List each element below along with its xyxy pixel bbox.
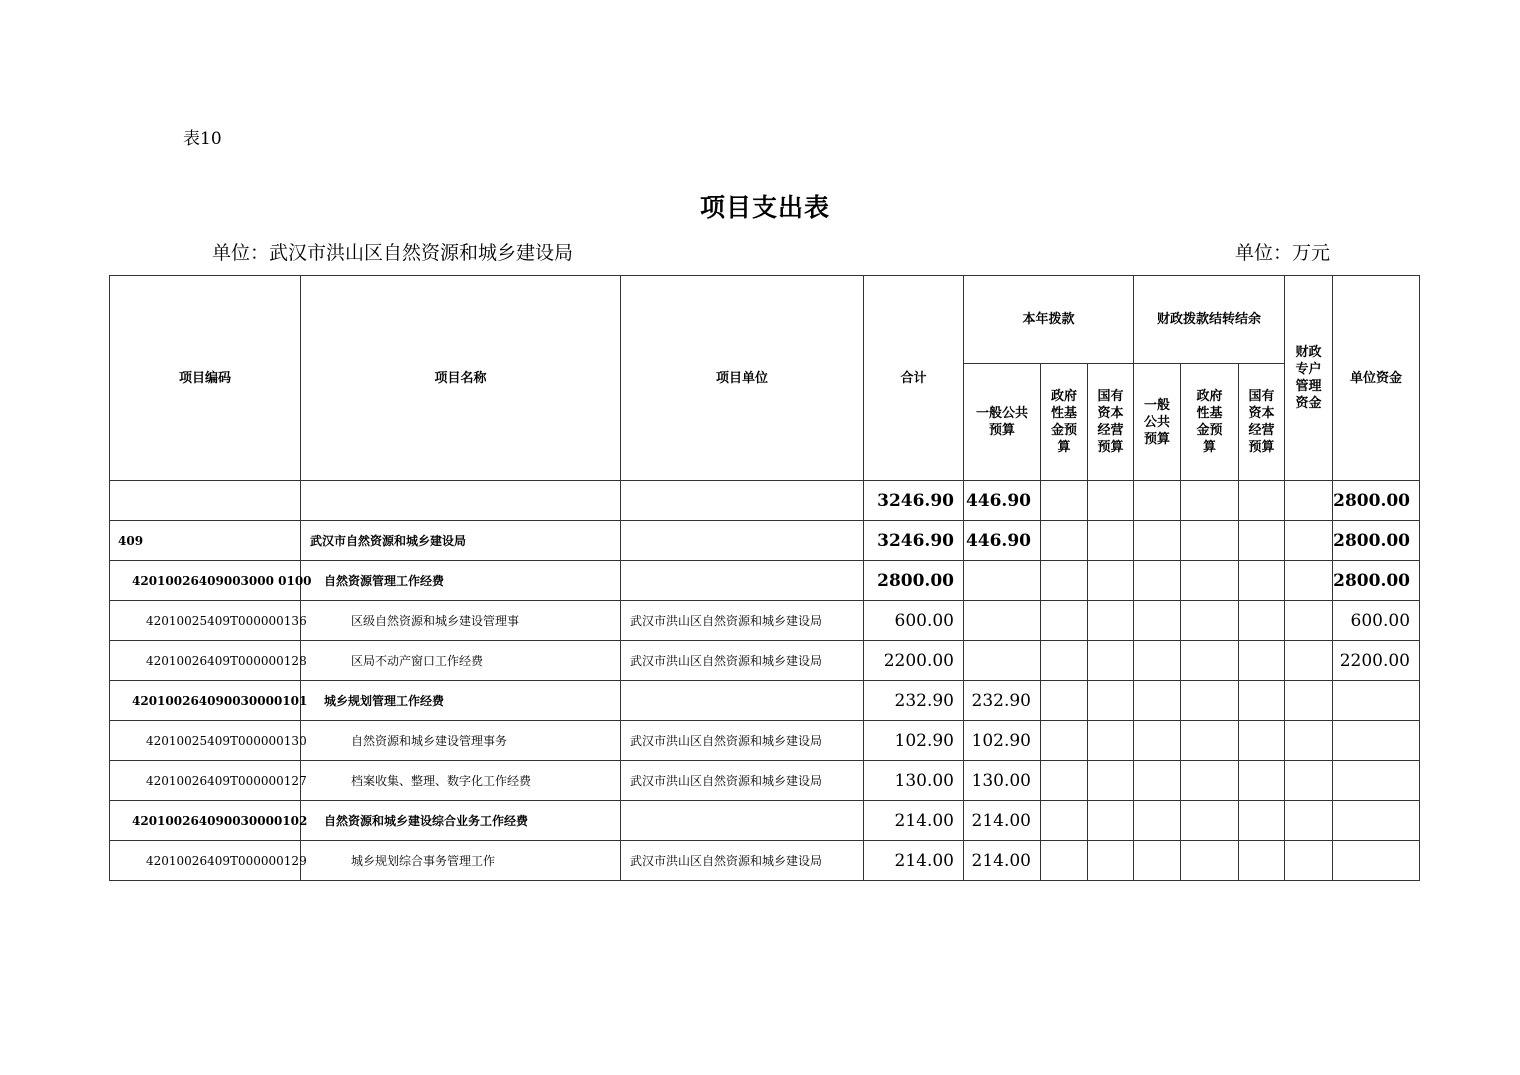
header-total: 合计 <box>864 276 964 481</box>
empty-cell <box>1041 721 1088 761</box>
project-name-cell: 城乡规划管理工作经费 <box>301 681 621 721</box>
project-unit-cell <box>621 801 864 841</box>
unit-funds-cell: 600.00 <box>1333 601 1420 641</box>
empty-cell <box>1088 641 1134 681</box>
header-unit: 项目单位 <box>621 276 864 481</box>
header-gov-fund: 政府性基金预算 <box>1041 364 1088 481</box>
unit-funds-cell <box>1333 801 1420 841</box>
empty-cell <box>1239 721 1285 761</box>
unit-funds-cell: 2800.00 <box>1333 521 1420 561</box>
header-carryover-gov-fund: 政府性基金预算 <box>1181 364 1239 481</box>
unit-funds-cell <box>1333 721 1420 761</box>
table-row <box>110 721 1420 761</box>
project-code-cell: 409 <box>110 521 301 561</box>
empty-cell <box>1134 481 1181 521</box>
page-title: 项目支出表 <box>699 193 830 222</box>
empty-cell <box>1285 721 1333 761</box>
project-code-cell <box>110 481 301 521</box>
project-name-cell: 区级自然资源和城乡建设管理事 <box>301 601 621 641</box>
project-name-cell: 城乡规划综合事务管理工作 <box>301 841 621 881</box>
total-cell: 214.00 <box>864 801 964 841</box>
empty-cell <box>1181 801 1239 841</box>
project-name-cell: 自然资源管理工作经费 <box>301 561 621 601</box>
header-state-capital: 国有资本经营预算 <box>1088 364 1134 481</box>
unit-funds-cell <box>1333 681 1420 721</box>
empty-cell <box>1134 561 1181 601</box>
project-code-cell: 420100264090030000102 <box>110 801 301 841</box>
empty-cell <box>1041 801 1088 841</box>
empty-cell <box>1041 681 1088 721</box>
total-cell: 3246.90 <box>864 521 964 561</box>
project-code-cell: 420100264090030000101 <box>110 681 301 721</box>
project-unit-cell: 武汉市洪山区自然资源和城乡建设局 <box>621 721 864 761</box>
empty-cell <box>1285 481 1333 521</box>
general-budget-cell <box>964 601 1041 641</box>
empty-cell <box>1088 761 1134 801</box>
empty-cell <box>1239 601 1285 641</box>
project-code-cell: 42010026409T000000128 <box>110 641 301 681</box>
empty-cell <box>1041 761 1088 801</box>
table-row <box>110 601 1420 641</box>
empty-cell <box>1088 601 1134 641</box>
unit-currency: 单位：万元 <box>1235 242 1331 264</box>
empty-cell <box>1134 601 1181 641</box>
project-unit-cell <box>621 481 864 521</box>
empty-cell <box>1134 841 1181 881</box>
project-unit-cell <box>621 681 864 721</box>
empty-cell <box>1181 721 1239 761</box>
unit-funds-cell <box>1333 761 1420 801</box>
total-cell: 232.90 <box>864 681 964 721</box>
empty-cell <box>1181 681 1239 721</box>
project-code-cell: 42010026409T000000129 <box>110 841 301 881</box>
empty-cell <box>1285 561 1333 601</box>
project-name-cell <box>301 481 621 521</box>
project-name-cell: 档案收集、整理、数字化工作经费 <box>301 761 621 801</box>
total-cell: 102.90 <box>864 721 964 761</box>
empty-cell <box>1134 681 1181 721</box>
general-budget-cell: 214.00 <box>964 841 1041 881</box>
header-unit-funds: 单位资金 <box>1333 276 1420 481</box>
unit-funds-cell: 2200.00 <box>1333 641 1420 681</box>
table-row <box>110 681 1420 721</box>
project-name-cell: 区局不动产窗口工作经费 <box>301 641 621 681</box>
total-cell: 600.00 <box>864 601 964 641</box>
general-budget-cell: 232.90 <box>964 681 1041 721</box>
project-unit-cell: 武汉市洪山区自然资源和城乡建设局 <box>621 641 864 681</box>
empty-cell <box>1088 801 1134 841</box>
empty-cell <box>1134 801 1181 841</box>
empty-cell <box>1088 721 1134 761</box>
empty-cell <box>1285 801 1333 841</box>
project-code-cell: 42010025409T000000136 <box>110 601 301 641</box>
general-budget-cell: 130.00 <box>964 761 1041 801</box>
empty-cell <box>1088 481 1134 521</box>
table-row <box>110 561 1420 601</box>
unit-organization: 单位：武汉市洪山区自然资源和城乡建设局 <box>212 242 574 264</box>
table-row <box>110 801 1420 841</box>
header-carryover-state-capital: 国有资本经营预算 <box>1239 364 1285 481</box>
project-unit-cell <box>621 521 864 561</box>
empty-cell <box>1239 521 1285 561</box>
empty-cell <box>1285 761 1333 801</box>
expenditure-table <box>109 275 1420 881</box>
table-row <box>110 481 1420 521</box>
empty-cell <box>1041 841 1088 881</box>
empty-cell <box>1239 761 1285 801</box>
project-unit-cell: 武汉市洪山区自然资源和城乡建设局 <box>621 841 864 881</box>
empty-cell <box>1239 801 1285 841</box>
total-cell: 3246.90 <box>864 481 964 521</box>
table-body <box>110 481 1420 881</box>
total-cell: 2800.00 <box>864 561 964 601</box>
header-special-account: 财政专户管理资金 <box>1285 276 1333 481</box>
project-unit-cell: 武汉市洪山区自然资源和城乡建设局 <box>621 761 864 801</box>
empty-cell <box>1088 841 1134 881</box>
empty-cell <box>1285 601 1333 641</box>
unit-funds-cell: 2800.00 <box>1333 481 1420 521</box>
empty-cell <box>1041 641 1088 681</box>
project-name-cell: 武汉市自然资源和城乡建设局 <box>301 521 621 561</box>
table-row <box>110 521 1420 561</box>
empty-cell <box>1239 561 1285 601</box>
empty-cell <box>1041 601 1088 641</box>
general-budget-cell: 102.90 <box>964 721 1041 761</box>
table-row <box>110 841 1420 881</box>
header-code: 项目编码 <box>110 276 301 481</box>
empty-cell <box>1239 681 1285 721</box>
empty-cell <box>1088 521 1134 561</box>
empty-cell <box>1181 601 1239 641</box>
empty-cell <box>1181 561 1239 601</box>
header-carryover: 财政拨款结转结余 <box>1134 276 1285 364</box>
general-budget-cell <box>964 641 1041 681</box>
project-code-cell: 42010025409T000000130 <box>110 721 301 761</box>
empty-cell <box>1041 481 1088 521</box>
header-general-budget: 一般公共预算 <box>964 364 1041 481</box>
project-name-cell: 自然资源和城乡建设管理事务 <box>301 721 621 761</box>
empty-cell <box>1285 681 1333 721</box>
empty-cell <box>1239 841 1285 881</box>
empty-cell <box>1285 641 1333 681</box>
empty-cell <box>1181 841 1239 881</box>
table-row <box>110 761 1420 801</box>
project-unit-cell <box>621 561 864 601</box>
empty-cell <box>1285 521 1333 561</box>
empty-cell <box>1041 521 1088 561</box>
table-row <box>110 641 1420 681</box>
empty-cell <box>1285 841 1333 881</box>
empty-cell <box>1239 481 1285 521</box>
empty-cell <box>1088 681 1134 721</box>
table-number: 表10 <box>183 129 222 149</box>
unit-funds-cell: 2800.00 <box>1333 561 1420 601</box>
empty-cell <box>1134 721 1181 761</box>
empty-cell <box>1181 761 1239 801</box>
total-cell: 214.00 <box>864 841 964 881</box>
empty-cell <box>1181 521 1239 561</box>
total-cell: 2200.00 <box>864 641 964 681</box>
general-budget-cell: 446.90 <box>964 481 1041 521</box>
header-name: 项目名称 <box>301 276 621 481</box>
header-carryover-general: 一般公共预算 <box>1134 364 1181 481</box>
empty-cell <box>1239 641 1285 681</box>
project-unit-cell: 武汉市洪山区自然资源和城乡建设局 <box>621 601 864 641</box>
empty-cell <box>1134 761 1181 801</box>
empty-cell <box>1134 521 1181 561</box>
unit-funds-cell <box>1333 841 1420 881</box>
empty-cell <box>1041 561 1088 601</box>
project-code-cell: 42010026409T000000127 <box>110 761 301 801</box>
empty-cell <box>1134 641 1181 681</box>
header-current-year: 本年拨款 <box>964 276 1134 364</box>
project-name-cell: 自然资源和城乡建设综合业务工作经费 <box>301 801 621 841</box>
general-budget-cell: 446.90 <box>964 521 1041 561</box>
empty-cell <box>1181 641 1239 681</box>
project-code-cell: 42010026409003000 0100 <box>110 561 301 601</box>
empty-cell <box>1088 561 1134 601</box>
total-cell: 130.00 <box>864 761 964 801</box>
empty-cell <box>1181 481 1239 521</box>
general-budget-cell <box>964 561 1041 601</box>
general-budget-cell: 214.00 <box>964 801 1041 841</box>
